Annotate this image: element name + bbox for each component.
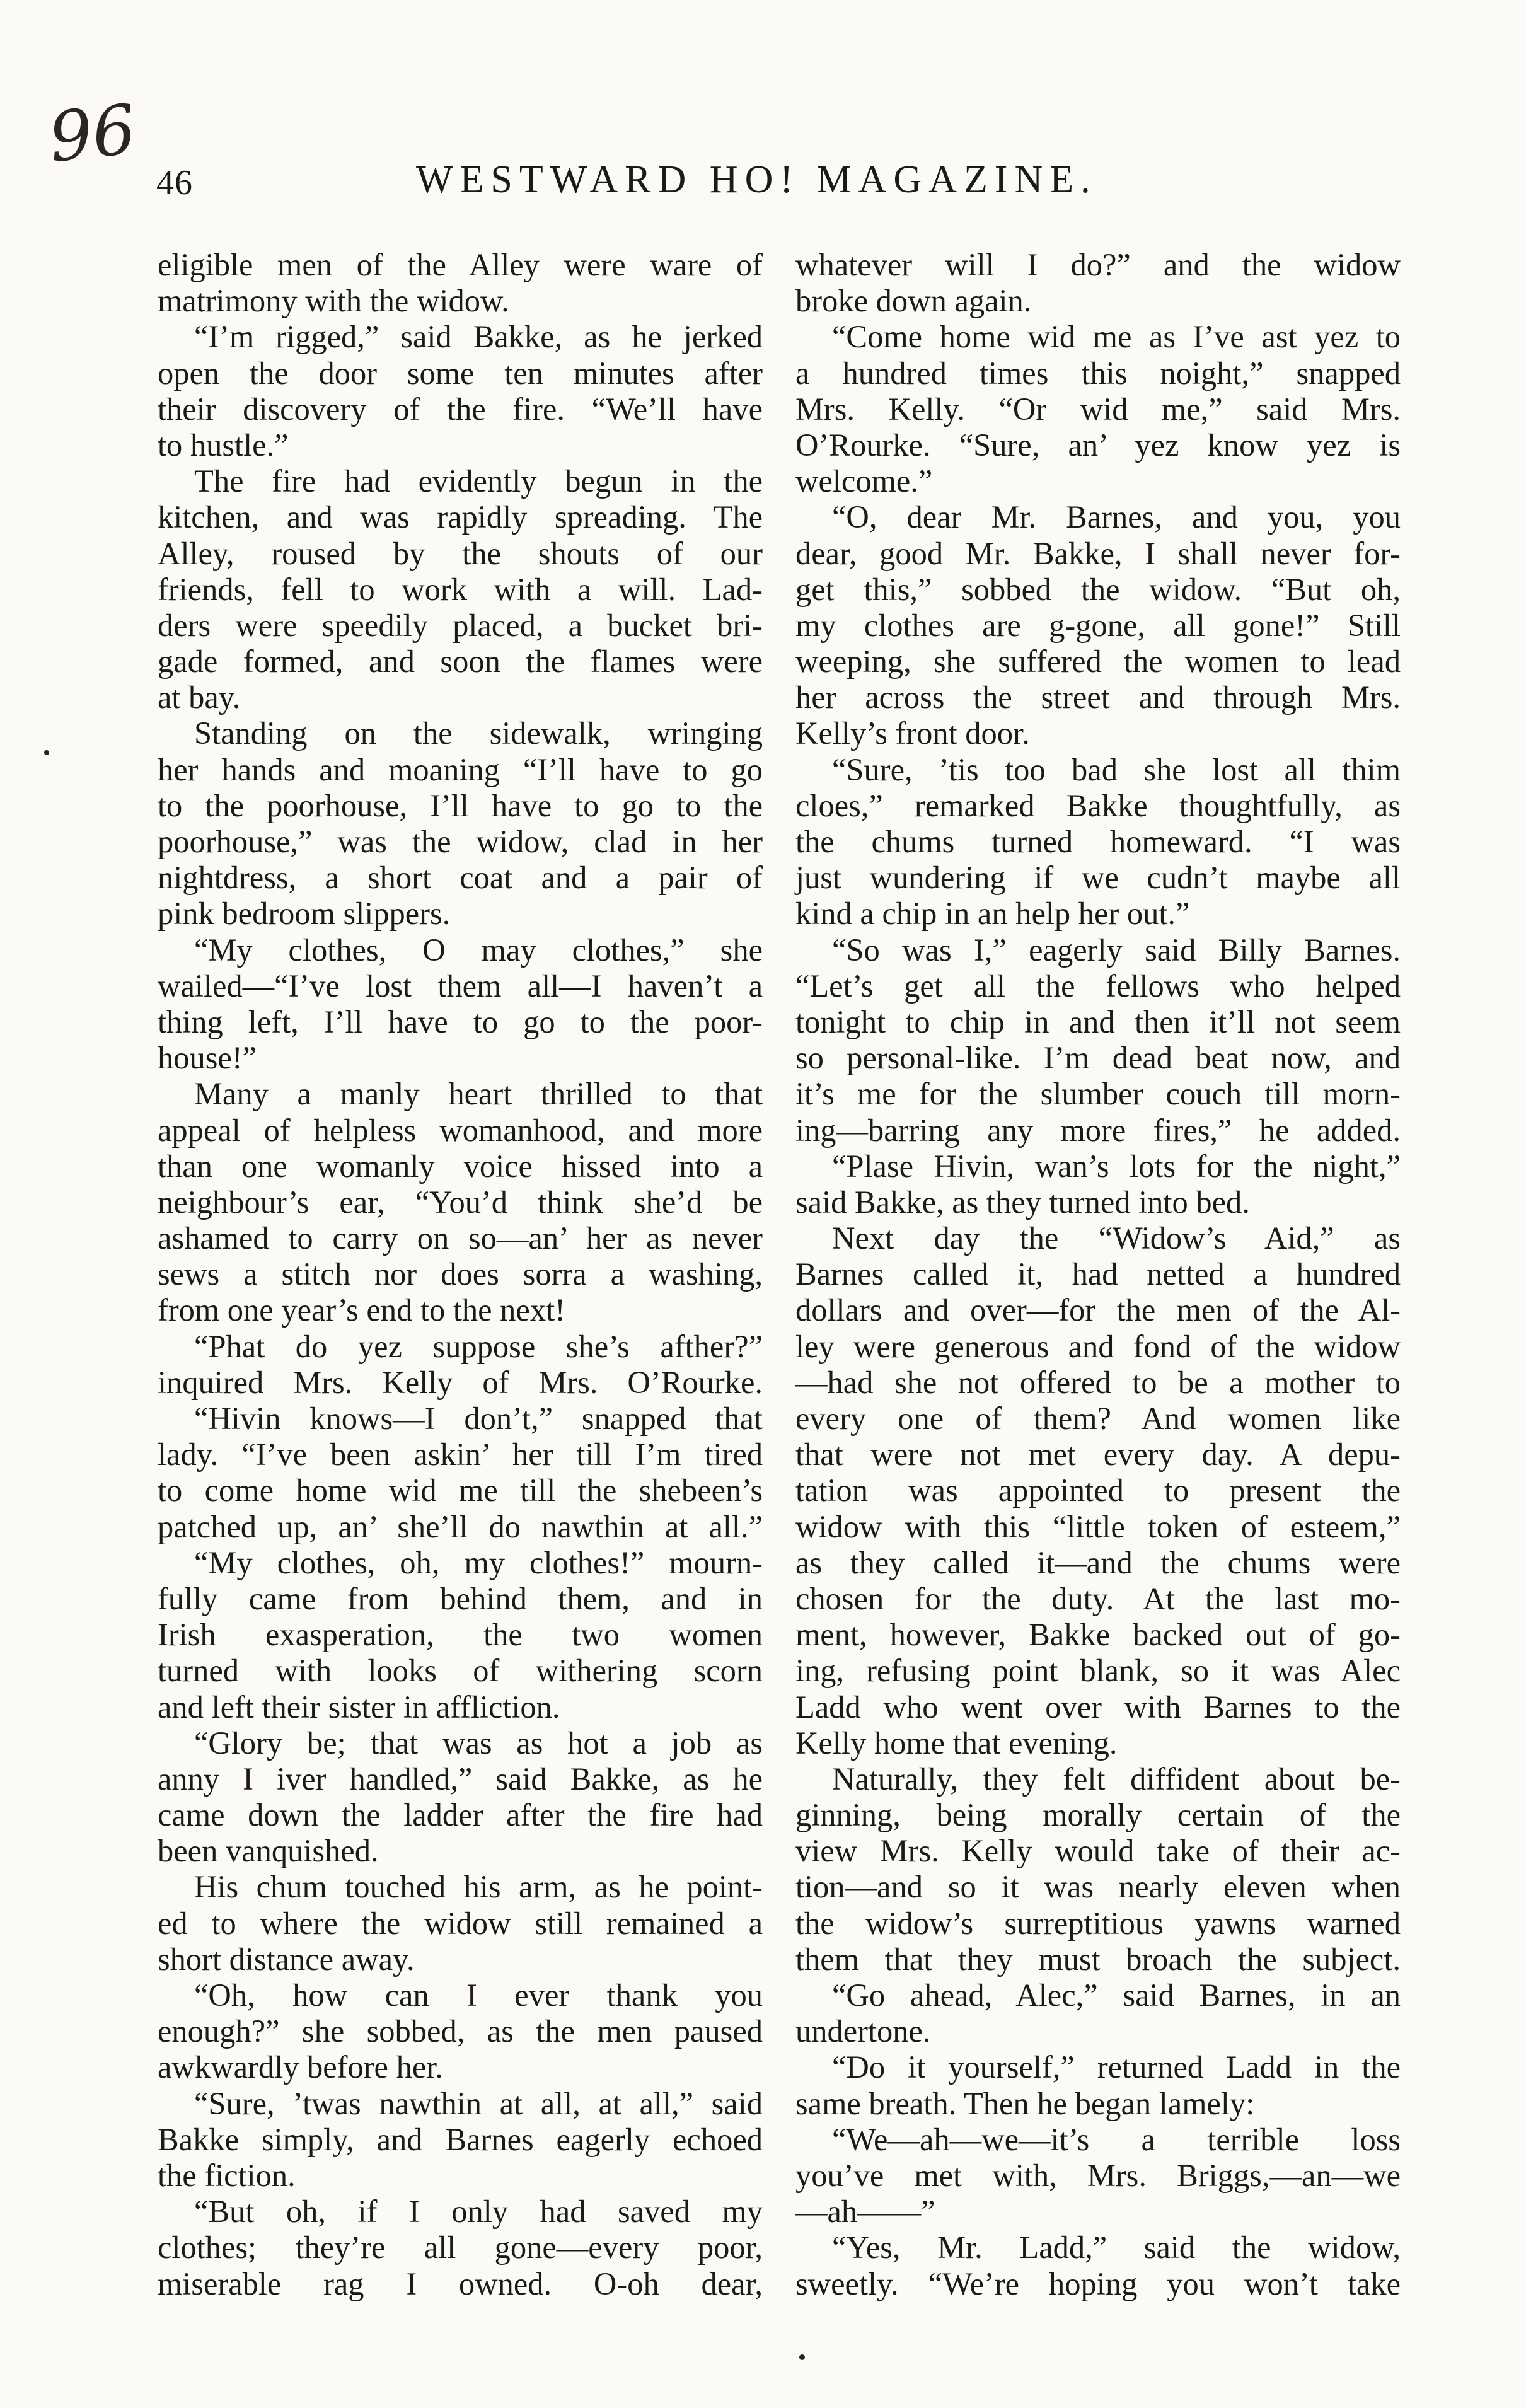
right-column-text-line: it’s me for the slumber couch till morn-	[795, 1076, 1401, 1112]
left-column-text-line: the fiction.	[158, 2157, 296, 2193]
right-column-text-line: “Yes, Mr. Ladd,” said the widow,	[832, 2230, 1401, 2266]
left-column-text-line: neighbour’s ear, “You’d think she’d be	[158, 1184, 763, 1220]
left-column-text-line: patched up, an’ she’ll do nawthin at all.”	[158, 1508, 763, 1544]
left-column-text-line: ashamed to carry on so—an’ her as never	[158, 1220, 763, 1256]
right-column-text-line: same breath. Then he began lamely:	[795, 2085, 1255, 2121]
left-column-text-line: inquired Mrs. Kelly of Mrs. O’Rourke.	[158, 1364, 763, 1400]
right-column-text-line: ment, however, Bakke backed out of go-	[795, 1617, 1401, 1653]
right-column-text-line: Kelly home that evening.	[795, 1725, 1118, 1761]
right-column-text-line: whatever will I do?” and the widow	[795, 247, 1401, 282]
right-column-text-line: ing—barring any more fires,” he added.	[795, 1112, 1401, 1148]
left-column-text-line: Many a manly heart thrilled to that	[194, 1076, 763, 1112]
right-column-text-line: “O, dear Mr. Barnes, and you, you	[832, 499, 1401, 535]
left-column-text-line: “My clothes, oh, my clothes!” mourn-	[194, 1544, 763, 1580]
left-column-text-line: Alley, roused by the shouts of our	[158, 535, 763, 571]
right-column-text-line: ley were generous and fond of the widow	[795, 1328, 1401, 1364]
right-column-text-line: dear, good Mr. Bakke, I shall never for-	[795, 535, 1401, 571]
right-column-text-line: her across the street and through Mrs.	[795, 680, 1401, 715]
left-column-text-line: wailed—“I’ve lost them all—I haven’t a	[158, 968, 763, 1004]
right-column-text-line: get this,” sobbed the widow. “But oh,	[795, 571, 1401, 607]
left-column-text-line: nightdress, a short coat and a pair of	[158, 860, 763, 896]
right-column-text-line: “Plase Hivin, wan’s lots for the night,”	[832, 1148, 1401, 1184]
left-column-text-line: and left their sister in affliction.	[158, 1689, 560, 1725]
left-column-text-line: miserable rag I owned. O-oh dear,	[158, 2266, 763, 2301]
right-column-text-line: view Mrs. Kelly would take of their ac-	[795, 1833, 1401, 1869]
right-column-text-line: tation was appointed to present the	[795, 1473, 1401, 1508]
left-column-text-line: poorhouse,” was the widow, clad in her	[158, 824, 763, 859]
left-column-text-line: than one womanly voice hissed into a	[158, 1148, 763, 1184]
left-column-text-line: “Glory be; that was as hot a job as	[194, 1725, 763, 1761]
left-column-text-line: ders were speedily placed, a bucket bri-	[158, 607, 763, 643]
right-column-text-line: the widow’s surreptitious yawns warned	[795, 1905, 1401, 1941]
right-column-text-line: ginning, being morally certain of the	[795, 1797, 1401, 1833]
right-column-text-line: ing, refusing point blank, so it was Alec	[795, 1653, 1401, 1689]
left-column-text-line: short distance away.	[158, 1941, 415, 1977]
left-column-text-line: house!”	[158, 1040, 257, 1076]
right-column-text-line: —had she not offered to be a mother to	[795, 1364, 1401, 1400]
left-column-text-line: The fire had evidently begun in the	[194, 463, 763, 499]
right-column-text-line: you’ve met with, Mrs. Briggs,—an—we	[795, 2157, 1401, 2193]
left-column-text-line: pink bedroom slippers.	[158, 896, 451, 932]
page-number: 46	[156, 163, 193, 202]
left-column-text-line: been vanquished.	[158, 1833, 379, 1869]
right-column-text-line: Ladd who went over with Barnes to the	[795, 1689, 1401, 1725]
left-column-text-line: enough?” she sobbed, as the men paused	[158, 2013, 763, 2049]
right-column-text-line: them that they must broach the subject.	[795, 1941, 1401, 1977]
right-column-text-line: a hundred times this noight,” snapped	[795, 355, 1401, 391]
left-column-text-line: Standing on the sidewalk, wringing	[194, 715, 763, 751]
left-column-text-line: their discovery of the fire. “We’ll have	[158, 391, 763, 427]
right-column-text-line: the chums turned homeward. “I was	[795, 824, 1401, 859]
left-column-text-line: “Hivin knows—I don’t,” snapped that	[194, 1401, 763, 1436]
left-column-text-line: thing left, I’ll have to go to the poor-	[158, 1004, 763, 1039]
left-column-text-line: friends, fell to work with a will. Lad-	[158, 571, 763, 607]
left-column-text-line: at bay.	[158, 680, 241, 715]
left-column-text-line: fully came from behind them, and in	[158, 1580, 763, 1616]
left-column-text-line: Bakke simply, and Barnes eagerly echoed	[158, 2121, 763, 2157]
left-column-text-line: lady. “I’ve been askin’ her till I’m tired	[158, 1437, 763, 1473]
right-column-text-line: “Do it yourself,” returned Ladd in the	[832, 2049, 1401, 2085]
print-speck	[799, 2354, 805, 2360]
left-column-text-line: to the poorhouse, I’ll have to go to the	[158, 787, 763, 823]
right-column-text-line: Naturally, they felt diffident about be-	[832, 1761, 1401, 1797]
right-column-text-line: “Go ahead, Alec,” said Barnes, in an	[832, 1977, 1401, 2013]
right-column-text-line: weeping, she suffered the women to lead	[795, 644, 1401, 680]
right-column-text-line: O’Rourke. “Sure, an’ yez know yez is	[795, 427, 1401, 463]
left-column-text-line: gade formed, and soon the flames were	[158, 644, 763, 680]
right-column-text-line: widow with this “little token of esteem,”	[795, 1508, 1401, 1544]
right-column-text-line: kind a chip in an help her out.”	[795, 896, 1190, 932]
right-column-text-line: so personal-like. I’m dead beat now, and	[795, 1040, 1401, 1076]
left-column-text-line: turned with looks of withering scorn	[158, 1653, 763, 1689]
right-column-text-line: welcome.”	[795, 463, 933, 499]
right-column-text-line: “We—ah—we—it’s a terrible loss	[832, 2121, 1401, 2157]
left-column-text-line: “But oh, if I only had saved my	[194, 2194, 763, 2230]
right-column-text-line: sweetly. “We’re hoping you won’t take	[795, 2266, 1401, 2301]
right-column-text-line: “Sure, ’tis too bad she lost all thim	[832, 751, 1401, 787]
running-head: WESTWARD HO! MAGAZINE.	[416, 158, 1097, 201]
left-column-text-line: “Sure, ’twas nawthin at all, at all,” said	[194, 2085, 763, 2121]
left-column-text-line: clothes; they’re all gone—every poor,	[158, 2230, 763, 2266]
right-column-text-line: every one of them? And women like	[795, 1401, 1401, 1436]
left-column-text-line: sews a stitch nor does sorra a washing,	[158, 1256, 763, 1292]
left-column-text-line: to come home wid me till the shebeen’s	[158, 1473, 763, 1508]
right-column-text-line: just wundering if we cudn’t maybe all	[795, 860, 1401, 896]
right-column-text-line: tion—and so it was nearly eleven when	[795, 1869, 1401, 1905]
left-column-text-line: eligible men of the Alley were ware of	[158, 247, 763, 282]
right-column-text-line: dollars and over—for the men of the Al-	[795, 1292, 1401, 1328]
right-column-text-line: that were not met every day. A depu-	[795, 1437, 1401, 1473]
left-column-text-line: anny I iver handled,” said Bakke, as he	[158, 1761, 763, 1797]
left-column-text-line: open the door some ten minutes after	[158, 355, 763, 391]
right-column-text-line: cloes,” remarked Bakke thoughtfully, as	[795, 787, 1401, 823]
right-column	[795, 247, 1401, 2302]
right-column-text-line: undertone.	[795, 2013, 931, 2049]
right-column-text-line: Mrs. Kelly. “Or wid me,” said Mrs.	[795, 391, 1401, 427]
left-column-text-line: “My clothes, O may clothes,” she	[194, 932, 763, 968]
left-column-text-line: ed to where the widow still remained a	[158, 1905, 763, 1941]
right-column-text-line: Barnes called it, had netted a hundred	[795, 1256, 1401, 1292]
left-column	[158, 247, 763, 2302]
right-column-text-line: “Let’s get all the fellows who helped	[795, 968, 1401, 1004]
handwritten-page-number: 96	[45, 90, 140, 178]
right-column-text-line: broke down again.	[795, 283, 1032, 319]
left-column-text-line: her hands and moaning “I’ll have to go	[158, 751, 763, 787]
left-column-text-line: awkwardly before her.	[158, 2049, 443, 2085]
left-column-text-line: kitchen, and was rapidly spreading. The	[158, 499, 763, 535]
right-column-text-line: as they called it—and the chums were	[795, 1544, 1401, 1580]
right-column-text-line: Next day the “Widow’s Aid,” as	[832, 1220, 1401, 1256]
left-column-text-line: Irish exasperation, the two women	[158, 1617, 763, 1653]
right-column-text-line: Kelly’s front door.	[795, 715, 1030, 751]
left-column-text-line: His chum touched his arm, as he point-	[194, 1869, 763, 1905]
left-column-text-line: matrimony with the widow.	[158, 283, 509, 319]
left-column-text-line: to hustle.”	[158, 427, 289, 463]
left-column-text-line: came down the ladder after the fire had	[158, 1797, 763, 1833]
left-column-text-line: “Phat do yez suppose she’s afther?”	[194, 1328, 763, 1364]
right-column-text-line: “Come home wid me as I’ve ast yez to	[832, 319, 1401, 355]
right-column-text-line: “So was I,” eagerly said Billy Barnes.	[832, 932, 1401, 968]
right-column-text-line: —ah——”	[795, 2194, 935, 2230]
right-column-text-line: chosen for the duty. At the last mo-	[795, 1580, 1401, 1616]
right-column-text-line: said Bakke, as they turned into bed.	[795, 1184, 1250, 1220]
left-column-text-line: “I’m rigged,” said Bakke, as he jerked	[194, 319, 763, 355]
right-column-text-line: my clothes are g-gone, all gone!” Still	[795, 607, 1401, 643]
right-column-text-line: tonight to chip in and then it’ll not seem	[795, 1004, 1401, 1039]
left-column-text-line: “Oh, how can I ever thank you	[194, 1977, 763, 2013]
print-speck	[44, 750, 49, 755]
left-column-text-line: from one year’s end to the next!	[158, 1292, 565, 1328]
left-column-text-line: appeal of helpless womanhood, and more	[158, 1112, 763, 1148]
